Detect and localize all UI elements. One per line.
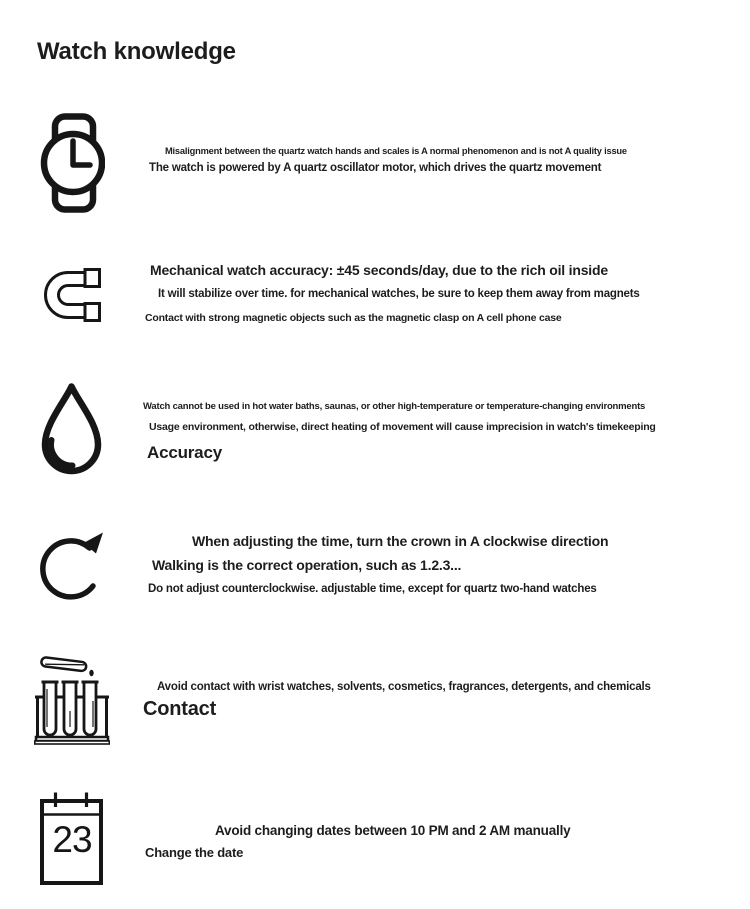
test-tubes-icon (34, 649, 110, 745)
clockwise-adjust-heading: When adjusting the time, turn the crown in A clockwise direction (192, 533, 609, 549)
calendar-icon (40, 792, 104, 885)
calendar-day-number: 23 (52, 819, 92, 860)
usage-environment-text: Usage environment, otherwise, direct heating of movement will cause imprecision in watch's timekeeping (149, 421, 656, 433)
date-change-warning-text: Avoid changing dates between 10 PM and 2 AM manually (215, 823, 571, 838)
accuracy-heading: Accuracy (147, 443, 222, 462)
quartz-misalignment-note: Misalignment between the quartz watch hands and scales is A normal phenomenon and is not A quality issue (165, 146, 627, 156)
magnet-accuracy-heading: Mechanical watch accuracy: ±45 seconds/day, due to the rich oil inside (150, 262, 608, 278)
magnet-icon (37, 266, 103, 324)
contact-heading: Contact (143, 698, 217, 720)
water-drop-icon (38, 381, 105, 481)
walking-operation-text: Walking is the correct operation, such as 1.2.3... (152, 557, 462, 573)
quartz-movement-text: The watch is powered by A quartz oscillator motor, which drives the quartz movement (149, 162, 602, 174)
magnet-icon-svg (37, 266, 103, 324)
temperature-warning-note: Watch cannot be used in hot water baths, saunas, or other high-temperature or temperature-changing environments (143, 401, 646, 412)
magnet-contact-note: Contact with strong magnetic objects such as the magnetic clasp on A cell phone case (145, 312, 562, 324)
chemical-avoid-text: Avoid contact with wrist watches, solvents, cosmetics, fragrances, detergents, and chemicals (157, 681, 651, 693)
test-tubes-icon-svg (34, 649, 110, 745)
page-title: Watch knowledge (37, 38, 236, 65)
rotate-clockwise-icon (37, 526, 105, 606)
change-date-label: Change the date (145, 845, 244, 860)
counterclockwise-note: Do not adjust counterclockwise. adjustable time, except for quartz two-hand watches (148, 583, 597, 595)
rotate-clockwise-icon-svg (37, 526, 105, 606)
water-drop-icon-svg (38, 381, 105, 481)
watch-icon-svg (40, 113, 105, 213)
magnet-stabilize-text: It will stabilize over time. for mechanical watches, be sure to keep them away from magnets (158, 288, 640, 300)
watch-icon (40, 113, 105, 213)
